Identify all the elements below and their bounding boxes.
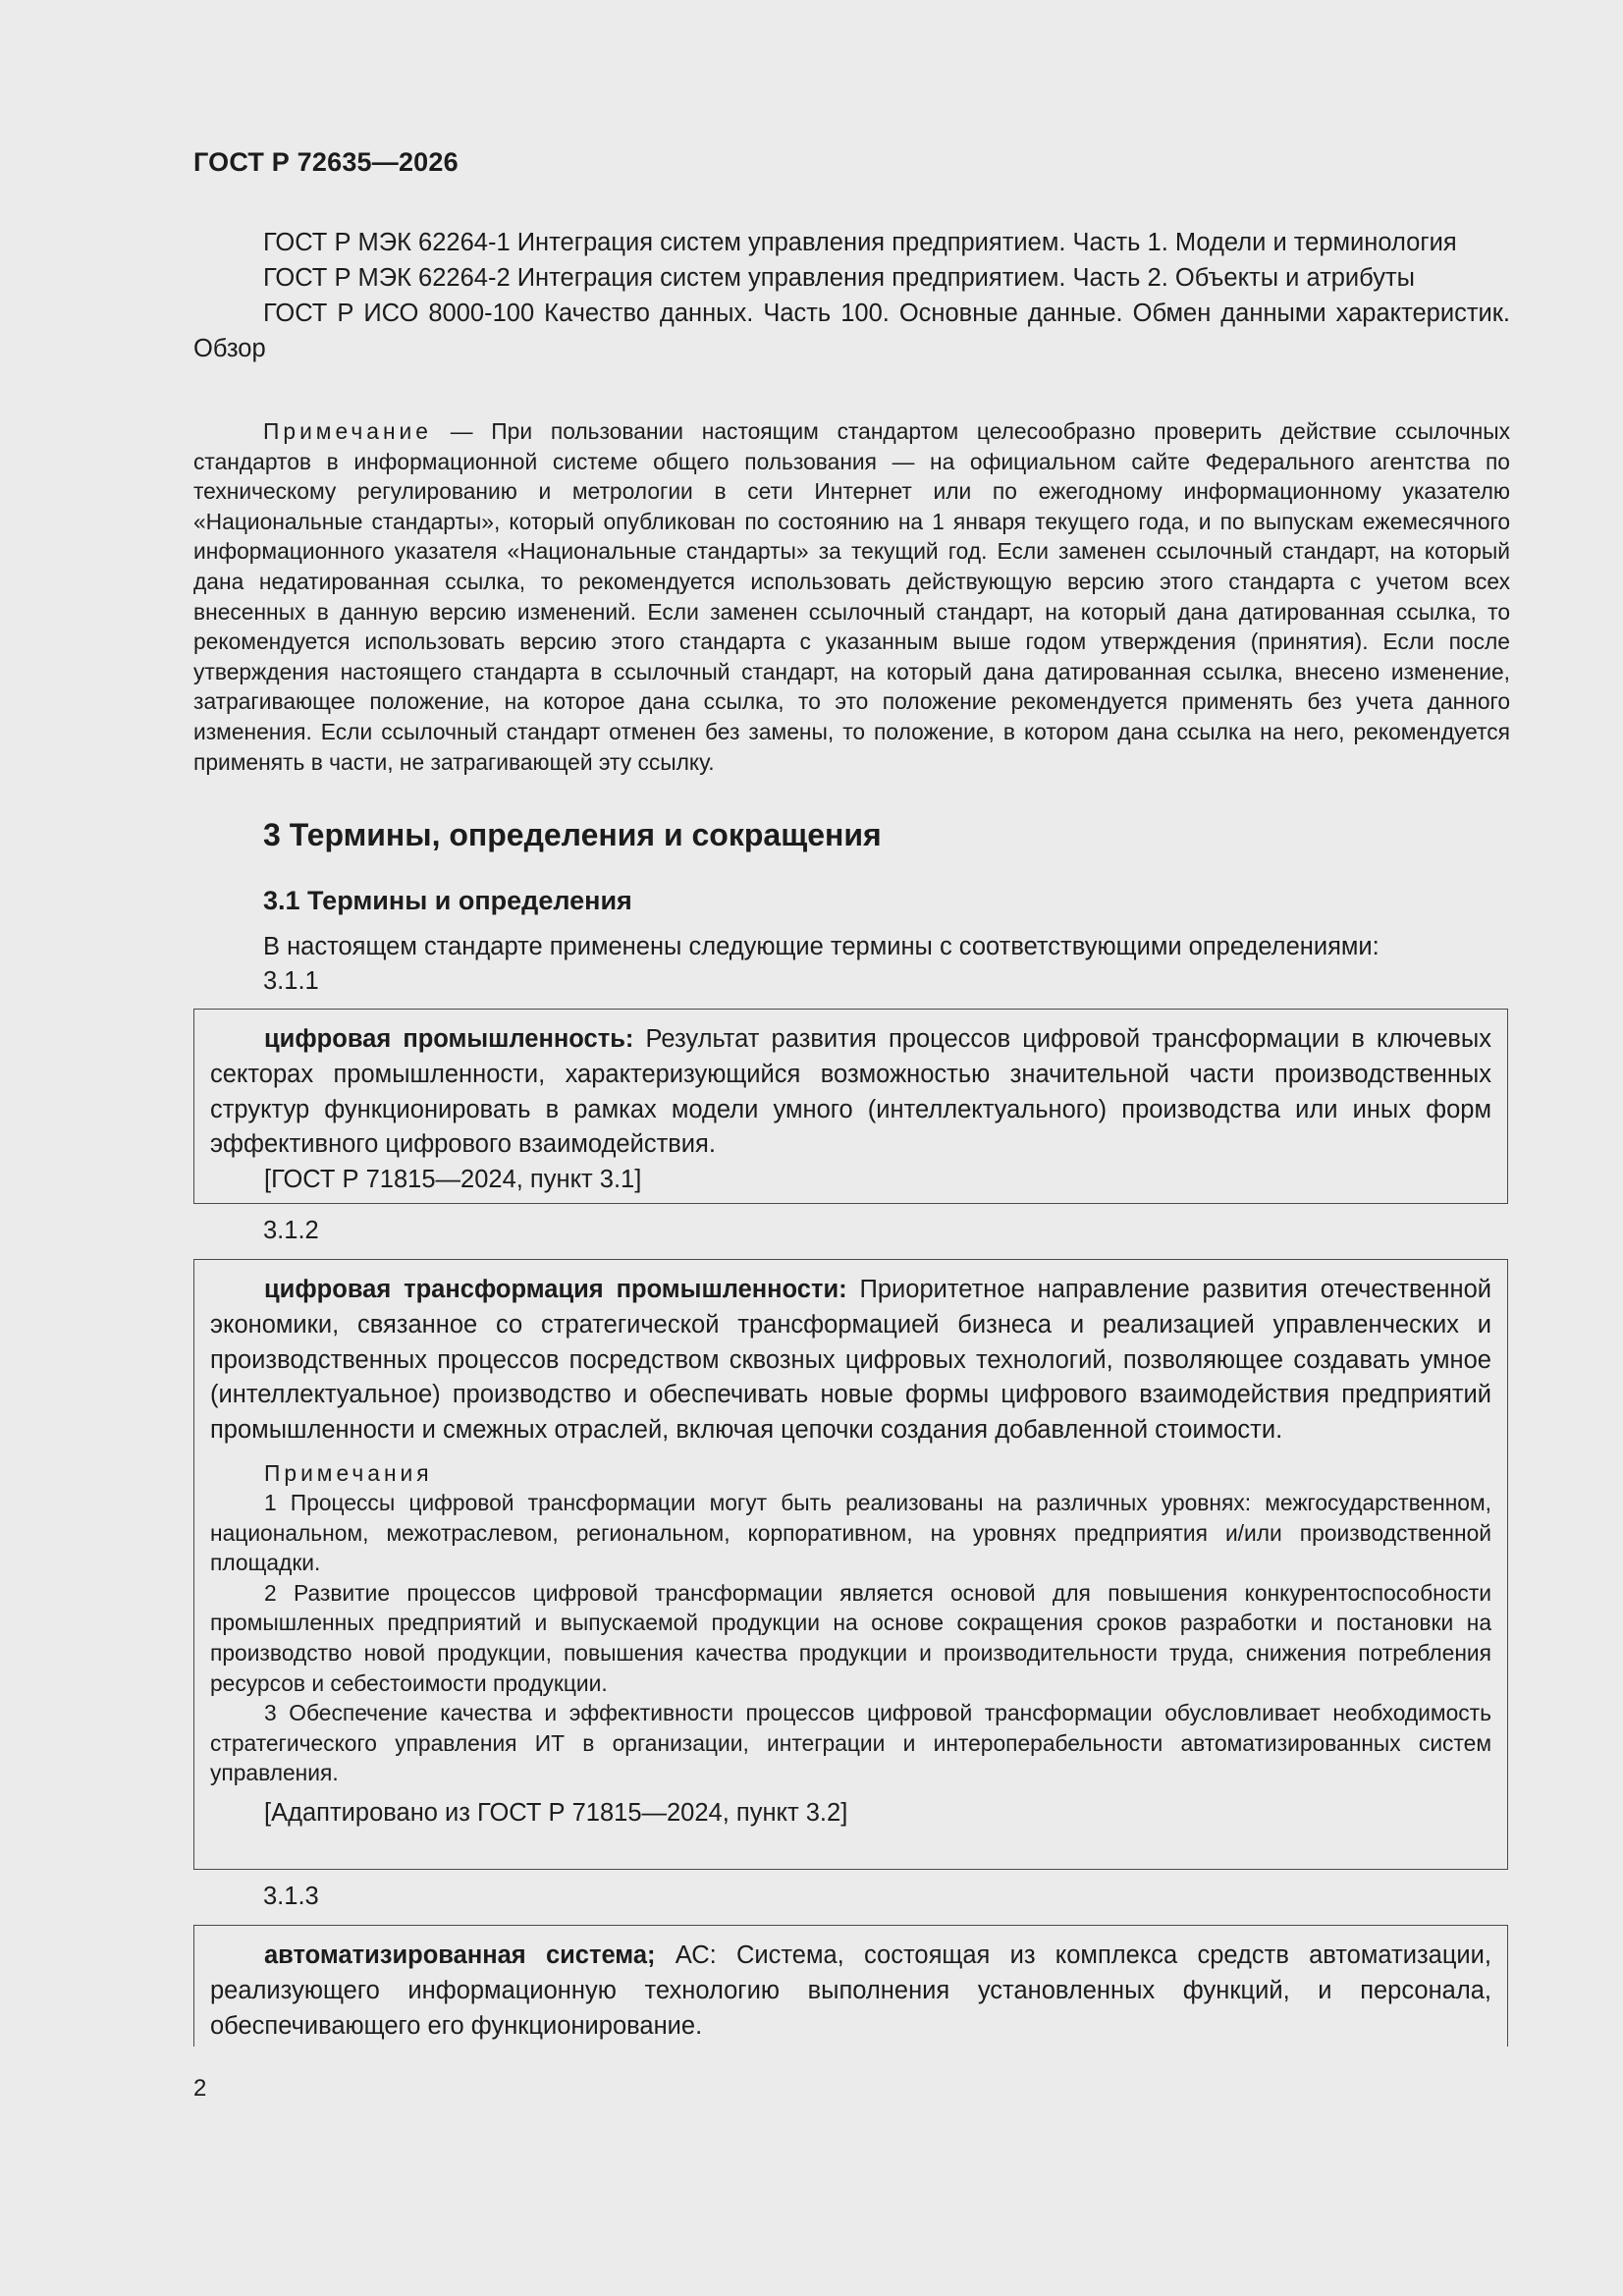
term-entry	[193, 1009, 1508, 1204]
term-number: 3.1.2	[263, 1217, 319, 1244]
note-item: 3 Обеспечение качества и эффективности процессов цифровой трансформации обусловливает необходимость стратегического управления ИТ в организации, интеграции и интероперабельности автоматизированных систем управления.	[210, 1700, 1491, 1786]
term-name: цифровая трансформация промышленности:	[264, 1276, 847, 1303]
page-number: 2	[193, 2075, 207, 2102]
note-text: — При пользовании настоящим стандартом целесообразно проверить действие ссылочных стандартов в информационной системе общего пользования — на официальном сайте Федерального агентства по техническому регулированию и метрологии в сети Интернет или по ежегодному информационному указателю «Национальные стандарты», который опубликован по состоянию на 1 января текущего года, и по выпускам ежемесячного информационного указателя «Национальные стандарты» за текущий год. Если заменен ссылочный стандарт, на который дана недатированная ссылка, то рекомендуется использовать действующую версию этого стандарта с учетом всех внесенных в данную версию изменений. Если заменен ссылочный стандарт, на который дана датированная ссылка, то рекомендуется использовать версию этого стандарта с указанным выше годом утверждения (принятия). Если после утверждения настоящего стандарта в ссылочный стандарт, на который дана датированная ссылка, внесено изменение, затрагивающее положение, на которое дана ссылка, то это положение рекомендуется применять без учета данного изменения. Если ссылочный стандарт отменен без замены, то положение, в котором дана ссылка на него, рекомендуется применять в части, не затрагивающей эту ссылку.	[193, 418, 1510, 775]
note-label: Примечание	[263, 418, 432, 444]
term-source: [Адаптировано из ГОСТ Р 71815—2024, пункт 3.2]	[264, 1798, 848, 1827]
section-title: 3 Термины, определения и сокращения	[263, 817, 882, 852]
term-source: [ГОСТ Р 71815—2024, пункт 3.1]	[264, 1166, 642, 1194]
term-name: автоматизированная система;	[264, 1941, 656, 1969]
definition-text: АС: Система, состоящая из комплекса средств автоматизации, реализующего информационную технологию выполнения установленных функций, и персонала, обеспечивающего его функционирование.	[210, 1941, 1491, 2040]
document-page	[193, 0, 1510, 2296]
normative-references	[193, 225, 1510, 366]
section-intro: В настоящем стандарте применены следующие термины с соответствующими определениями:	[263, 933, 1380, 960]
term-definition	[210, 1273, 1491, 1449]
reference-item: ГОСТ Р ИСО 8000-100 Качество данных. Часть 100. Основные данные. Обмен данными характеристик. Обзор	[193, 300, 1510, 362]
document-header: ГОСТ Р 72635—2026	[193, 147, 459, 177]
note-item: 1 Процессы цифровой трансформации могут быть реализованы на различных уровнях: межгосударственном, национальном, межотраслевом, региональном, корпоративном, на уровнях предприятия и/или производственной площадки.	[210, 1489, 1491, 1576]
term-entry	[193, 1925, 1508, 2047]
term-name: цифровая промышленность:	[264, 1025, 634, 1053]
reference-item: ГОСТ Р МЭК 62264-2 Интеграция систем управления предприятием. Часть 2. Объекты и атрибуты	[263, 264, 1415, 292]
notes-heading: Примечания	[264, 1459, 433, 1486]
term-number: 3.1.3	[263, 1883, 319, 1910]
term-entry	[193, 1259, 1508, 1870]
term-number: 3.1.1	[263, 967, 319, 995]
reference-item: ГОСТ Р МЭК 62264-1 Интеграция систем управления предприятием. Часть 1. Модели и терминология	[263, 229, 1457, 256]
references-note	[193, 416, 1510, 777]
definition-text: Приоритетное направление развития отечественной экономики, связанное со стратегической трансформацией бизнеса и реализацией управленческих и производственных процессов посредством сквозных цифровых технологий, позволяющее создавать умное (интеллектуальное) производство и обеспечивать новые формы цифрового взаимодействия предприятий промышленности и смежных отраслей, включая цепочки создания добавленной стоимости.	[210, 1276, 1492, 1445]
subsection-title: 3.1 Термины и определения	[263, 886, 632, 915]
definition-text: Результат развития процессов цифровой трансформации в ключевых секторах промышленности, характеризующийся возможностью значительной части производственных структур функционировать в рамках модели умного (интеллектуального) производства или иных форм эффективного цифрового взаимодействия.	[210, 1025, 1491, 1159]
note-item: 2 Развитие процессов цифровой трансформации является основой для повышения конкурентоспособности промышленных предприятий и выпускаемой продукции на основе сокращения сроков разработки и постановки на производство новой продукции, повышения качества продукции и производительности труда, снижения потребления ресурсов и себестоимости продукции.	[210, 1579, 1491, 1696]
term-definition	[210, 1022, 1491, 1163]
term-definition	[210, 1939, 1491, 2044]
